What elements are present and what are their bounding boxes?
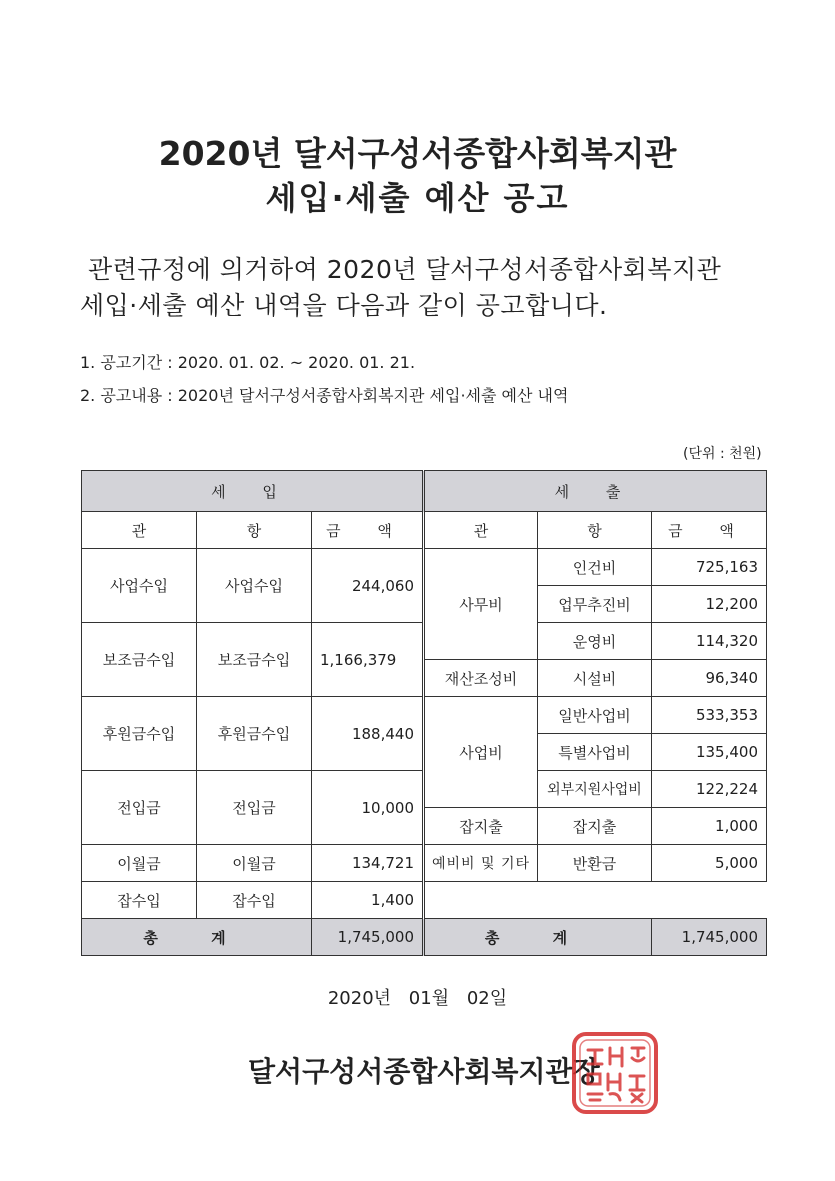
date-month: 01월 xyxy=(408,988,450,1009)
expense-gwan-cell: 사무비 xyxy=(424,549,538,660)
budget-table xyxy=(81,470,767,956)
intro-line-2: 세입·세출 예산 내역을 다음과 같이 공고합니다. xyxy=(80,291,608,320)
revenue-gwan-cell: 잡수입 xyxy=(82,882,197,919)
expense-amount-cell: 135,400 xyxy=(652,734,767,771)
expense-header: 세 출 xyxy=(424,471,767,512)
expense-hang-cell: 인건비 xyxy=(538,549,652,586)
expense-hang-cell: 특별사업비 xyxy=(538,734,652,771)
revenue-col-hang: 항 xyxy=(197,512,312,549)
revenue-hang-cell: 잡수입 xyxy=(197,882,312,919)
official-seal-stamp xyxy=(570,1030,660,1116)
revenue-gwan-cell: 후원금수입 xyxy=(82,697,197,771)
expense-gwan-cell: 재산조성비 xyxy=(424,660,538,697)
revenue-hang-cell: 전입금 xyxy=(197,771,312,845)
notice-content: 2. 공고내용 : 2020년 달서구성서종합사회복지관 세입·세출 예산 내역 xyxy=(80,386,569,405)
announcement-date xyxy=(0,984,835,1010)
expense-amount-cell: 533,353 xyxy=(652,697,767,734)
expense-hang-cell: 운영비 xyxy=(538,623,652,660)
expense-total-amount: 1,745,000 xyxy=(652,919,767,956)
revenue-col-gwan: 관 xyxy=(82,512,197,549)
table-row xyxy=(82,697,767,734)
expense-hang-cell: 외부지원사업비 xyxy=(538,771,652,808)
expense-amount-cell: 725,163 xyxy=(652,549,767,586)
expense-amount-cell: 114,320 xyxy=(652,623,767,660)
expense-gwan-cell: 잡지출 xyxy=(424,808,538,845)
revenue-amount-cell: 244,060 xyxy=(312,549,424,623)
revenue-hang-cell: 보조금수입 xyxy=(197,623,312,697)
table-row xyxy=(82,549,767,586)
expense-hang-cell: 일반사업비 xyxy=(538,697,652,734)
expense-amount-cell: 96,340 xyxy=(652,660,767,697)
notice-period: 1. 공고기간 : 2020. 01. 02. ~ 2020. 01. 21. xyxy=(80,353,416,372)
expense-amount-cell: 122,224 xyxy=(652,771,767,808)
revenue-total-label: 총 계 xyxy=(82,919,312,956)
revenue-hang-cell: 이월금 xyxy=(197,845,312,882)
revenue-gwan-cell: 이월금 xyxy=(82,845,197,882)
expense-col-amount: 금 액 xyxy=(652,512,767,549)
expense-gwan-cell: 예비비 및 기타 xyxy=(424,845,538,882)
date-day: 02일 xyxy=(466,988,508,1009)
expense-amount-cell: 5,000 xyxy=(652,845,767,882)
section-header-row xyxy=(82,471,767,512)
revenue-gwan-cell: 사업수입 xyxy=(82,549,197,623)
revenue-header: 세 입 xyxy=(82,471,424,512)
revenue-amount-cell: 10,000 xyxy=(312,771,424,845)
revenue-amount-cell: 1,166,379 xyxy=(312,623,424,697)
expense-hang-cell: 시설비 xyxy=(538,660,652,697)
revenue-gwan-cell: 보조금수입 xyxy=(82,623,197,697)
column-header-row xyxy=(82,512,767,549)
expense-amount-cell: 1,000 xyxy=(652,808,767,845)
revenue-amount-cell: 188,440 xyxy=(312,697,424,771)
expense-col-hang: 항 xyxy=(538,512,652,549)
expense-amount-cell: 12,200 xyxy=(652,586,767,623)
unit-label: (단위 : 천원) xyxy=(683,446,762,462)
revenue-total-amount: 1,745,000 xyxy=(312,919,424,956)
expense-total-label: 총 계 xyxy=(424,919,652,956)
revenue-gwan-cell: 전입금 xyxy=(82,771,197,845)
intro-line-1: 관련규정에 의거하여 2020년 달서구성서종합사회복지관 xyxy=(88,255,722,284)
revenue-col-amount: 금 액 xyxy=(312,512,424,549)
expense-hang-cell: 업무추진비 xyxy=(538,586,652,623)
expense-col-gwan: 관 xyxy=(424,512,538,549)
expense-gwan-cell: 사업비 xyxy=(424,697,538,808)
expense-hang-cell: 잡지출 xyxy=(538,808,652,845)
revenue-amount-cell: 1,400 xyxy=(312,882,424,919)
total-row xyxy=(82,919,767,956)
table-row xyxy=(82,882,767,919)
revenue-hang-cell: 후원금수입 xyxy=(197,697,312,771)
title-line-1: 2020년 달서구성서종합사회복지관 xyxy=(158,134,677,173)
revenue-amount-cell: 134,721 xyxy=(312,845,424,882)
expense-hang-cell: 반환금 xyxy=(538,845,652,882)
revenue-hang-cell: 사업수입 xyxy=(197,549,312,623)
date-year: 2020년 xyxy=(327,988,392,1009)
title-line-2: 세입·세출 예산 공고 xyxy=(265,179,570,217)
signer-name: 달서구성서종합사회복지관장 xyxy=(248,1055,600,1088)
